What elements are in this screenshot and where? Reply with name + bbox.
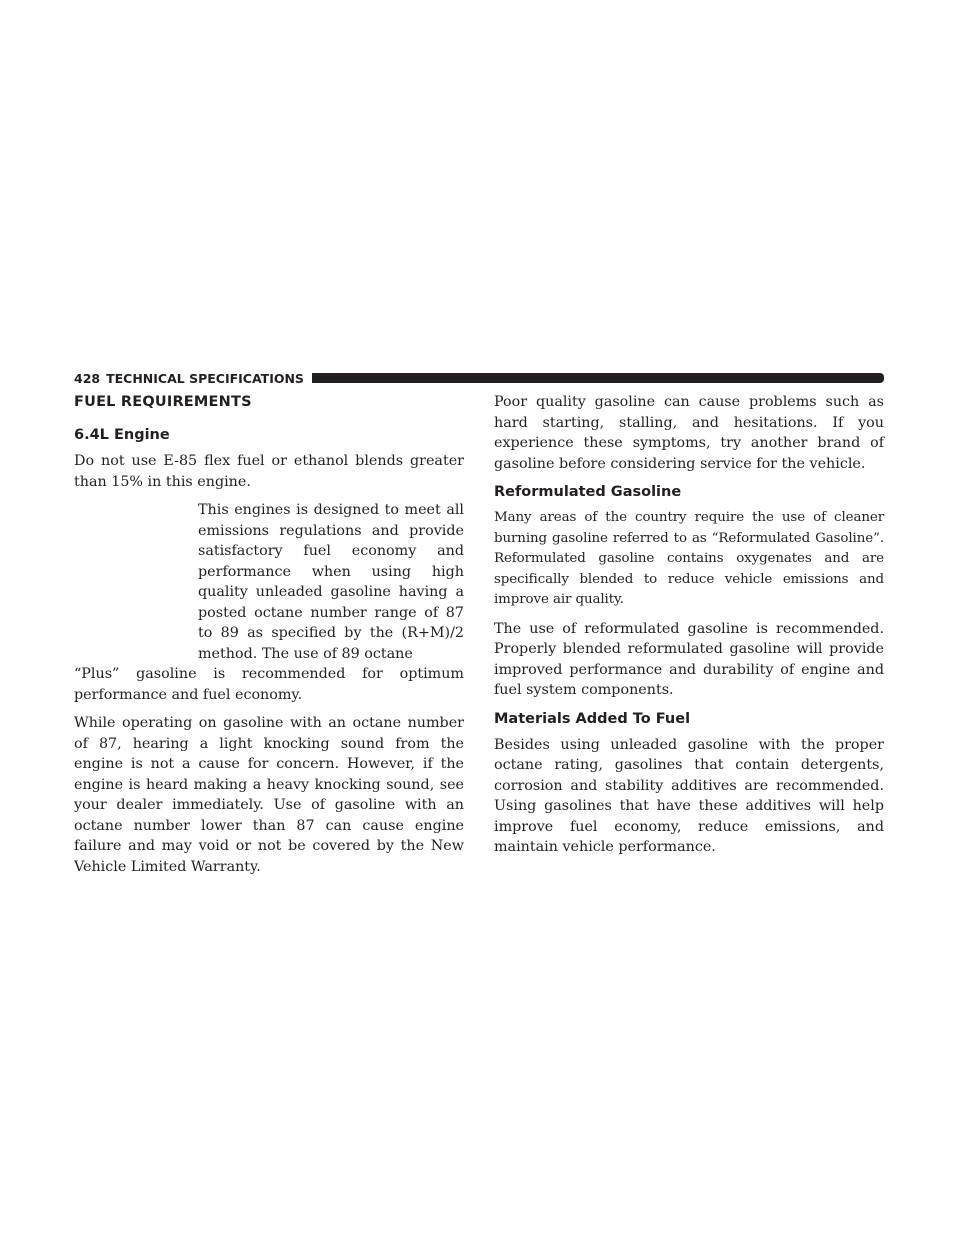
header-rule xyxy=(312,373,884,383)
running-header xyxy=(74,370,884,386)
indented-block xyxy=(74,500,464,664)
page-title: FUEL REQUIREMENTS xyxy=(74,394,252,410)
knocking-paragraph: While operating on gasoline with an octane number of 87, hearing a light knocking sound from the engine is not a cause for concern. However, if the engine is heard making a heavy knocking sound, see your dealer immediately. Use of gasoline with an octane number lower than 87 can cause engine failure and may void or not be covered by the New Vehicle Limited Warranty. xyxy=(74,715,464,875)
materials-heading: Materials Added To Fuel xyxy=(494,710,691,727)
engine-heading: 6.4L Engine xyxy=(74,427,170,443)
additives-paragraph: Besides using unleaded gasoline with the proper octane rating, gasolines that contain detergents, corrosion and stability additives are recommended. Using gasolines that have these additives will help improve fuel economy, reduce emissions, and maintain vehicle performance. xyxy=(494,736,884,855)
reformulated-paragraph: Many areas of the country require the use of cleaner burning gasoline referred to as “Reformulated Gasoline”. Reformulated gasoline contains oxygenates and are specifically blended to reduce vehicle emissions and improve air quality. xyxy=(494,510,884,607)
octane-paragraph-continued: “Plus” gasoline is recommended for optimum performance and fuel economy. xyxy=(74,666,464,703)
e85-paragraph: Do not use E-85 flex fuel or ethanol blends greater than 15% in this engine. xyxy=(74,453,464,490)
octane-paragraph: This engines is designed to meet all emissions regulations and provide satisfactory fuel economy and performance when using high quality unleaded gasoline having a posted octane number range of 87 to 89 as specified by the (R+M)/2 method. The use of 89 octane xyxy=(198,502,464,662)
left-column xyxy=(74,392,464,885)
poor-quality-paragraph: Poor quality gasoline can cause problems such as hard starting, stalling, and hesitations. If you experience these symptoms, try another brand of gasoline before considering service for the vehicle. xyxy=(494,394,884,472)
right-column xyxy=(494,392,884,866)
page-number: 428 xyxy=(74,370,101,386)
section-title: TECHNICAL SPECIFICATIONS xyxy=(106,370,304,386)
reformulated-heading: Reformulated Gasoline xyxy=(494,484,682,500)
reformulated-recommended-paragraph: The use of reformulated gasoline is recommended. Properly blended reformulated gasoline will provide improved performance and durability of engine and fuel system components. xyxy=(494,620,884,698)
